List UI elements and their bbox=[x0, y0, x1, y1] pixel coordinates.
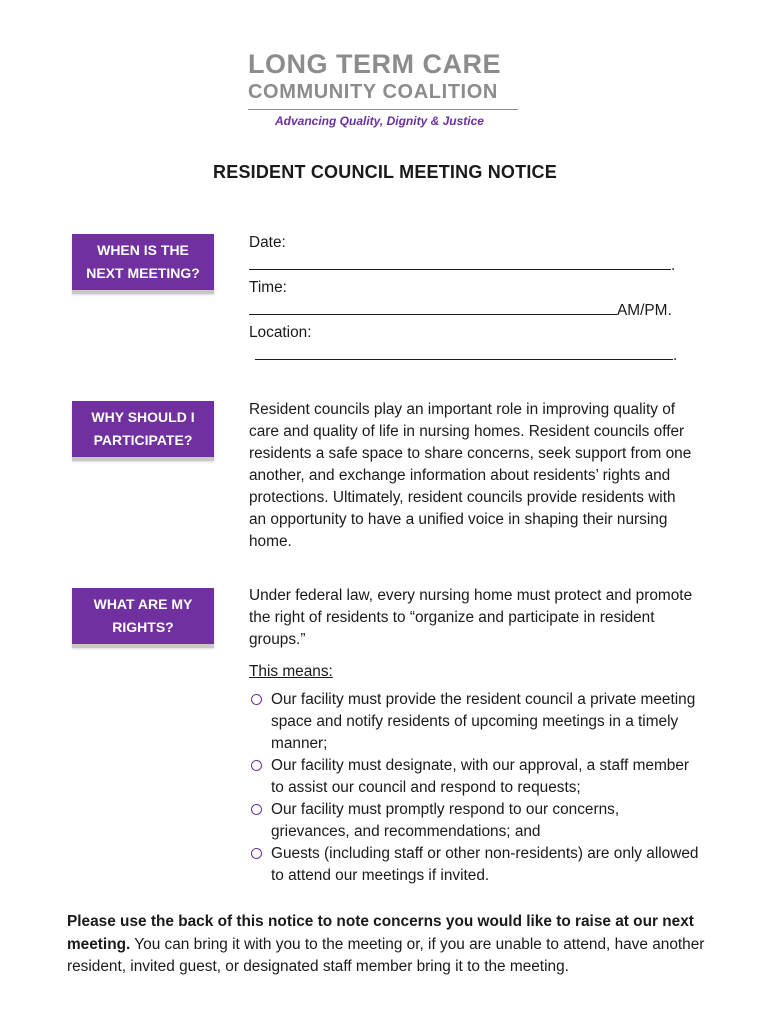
logo-line-1: LONG TERM CARE bbox=[248, 49, 501, 79]
rights-list bbox=[249, 689, 699, 887]
footer-bold-text: Please use the back of this notice to note concerns you would like to raise at our next meeting. bbox=[67, 913, 694, 953]
rights-section-tag bbox=[72, 588, 214, 644]
location-blank-line bbox=[255, 344, 673, 360]
list-item: Our facility must promptly respond to our concerns, grievances, and recommendations; and bbox=[249, 799, 699, 843]
rights-intro: Under federal law, every nursing home must protect and promote the right of residents to “organize and participate in resident groups.” bbox=[249, 587, 693, 648]
list-item: Our facility must provide the resident council a private meeting space and notify residents of upcoming meetings in a timely manner; bbox=[249, 689, 699, 755]
meeting-tag-line-1: WHEN IS THE bbox=[97, 242, 189, 258]
time-blank-line bbox=[249, 299, 617, 315]
logo-divider bbox=[248, 109, 518, 110]
date-blank-line bbox=[249, 254, 671, 270]
date-label: Date: bbox=[249, 234, 286, 251]
footer-note bbox=[67, 911, 707, 979]
time-suffix: AM/PM. bbox=[617, 302, 672, 319]
date-period: . bbox=[671, 257, 676, 274]
time-label: Time: bbox=[249, 279, 287, 296]
rights-tag-line-2: RIGHTS? bbox=[112, 619, 174, 635]
list-item: Guests (including staff or other non-residents) are only allowed to attend our meetings if invited. bbox=[249, 843, 699, 887]
footer-text: You can bring it with you to the meeting or, if you are unable to attend, have another resident, invited guest, or designated staff member bring it to the meeting. bbox=[67, 935, 705, 975]
circle-bullet-icon bbox=[251, 804, 262, 815]
organization-logo bbox=[248, 48, 523, 128]
participate-section-tag bbox=[72, 401, 214, 457]
rights-text-block bbox=[249, 585, 699, 887]
meeting-details bbox=[249, 232, 699, 367]
page-title: RESIDENT COUNCIL MEETING NOTICE bbox=[213, 162, 557, 182]
circle-bullet-icon bbox=[251, 694, 262, 705]
participate-text-block bbox=[249, 399, 694, 553]
circle-bullet-icon bbox=[251, 760, 262, 771]
participate-tag-line-1: WHY SHOULD I bbox=[91, 409, 195, 425]
rights-tag-line-1: WHAT ARE MY bbox=[93, 596, 193, 612]
this-means-label: This means: bbox=[249, 663, 333, 680]
meeting-section-tag bbox=[72, 234, 214, 290]
logo-line-2: COMMUNITY COALITION bbox=[248, 81, 498, 103]
circle-bullet-icon bbox=[251, 848, 262, 859]
location-label: Location: bbox=[249, 324, 312, 341]
participate-paragraph: Resident councils play an important role in improving quality of care and quality of life in nursing homes. Resident councils offer residents a safe space to share concerns, seek support from one another, and exchange information about residents’ rights and protections. Ultimately, resident councils provide residents with an opportunity to have a unified voice in shaping their nursing home. bbox=[249, 401, 692, 550]
location-period: . bbox=[673, 347, 678, 364]
logo-tagline: Advancing Quality, Dignity & Justice bbox=[275, 114, 484, 128]
participate-tag-line-2: PARTICIPATE? bbox=[93, 432, 193, 448]
meeting-tag-line-2: NEXT MEETING? bbox=[86, 265, 200, 281]
list-item: Our facility must designate, with our approval, a staff member to assist our council and respond to requests; bbox=[249, 755, 699, 799]
